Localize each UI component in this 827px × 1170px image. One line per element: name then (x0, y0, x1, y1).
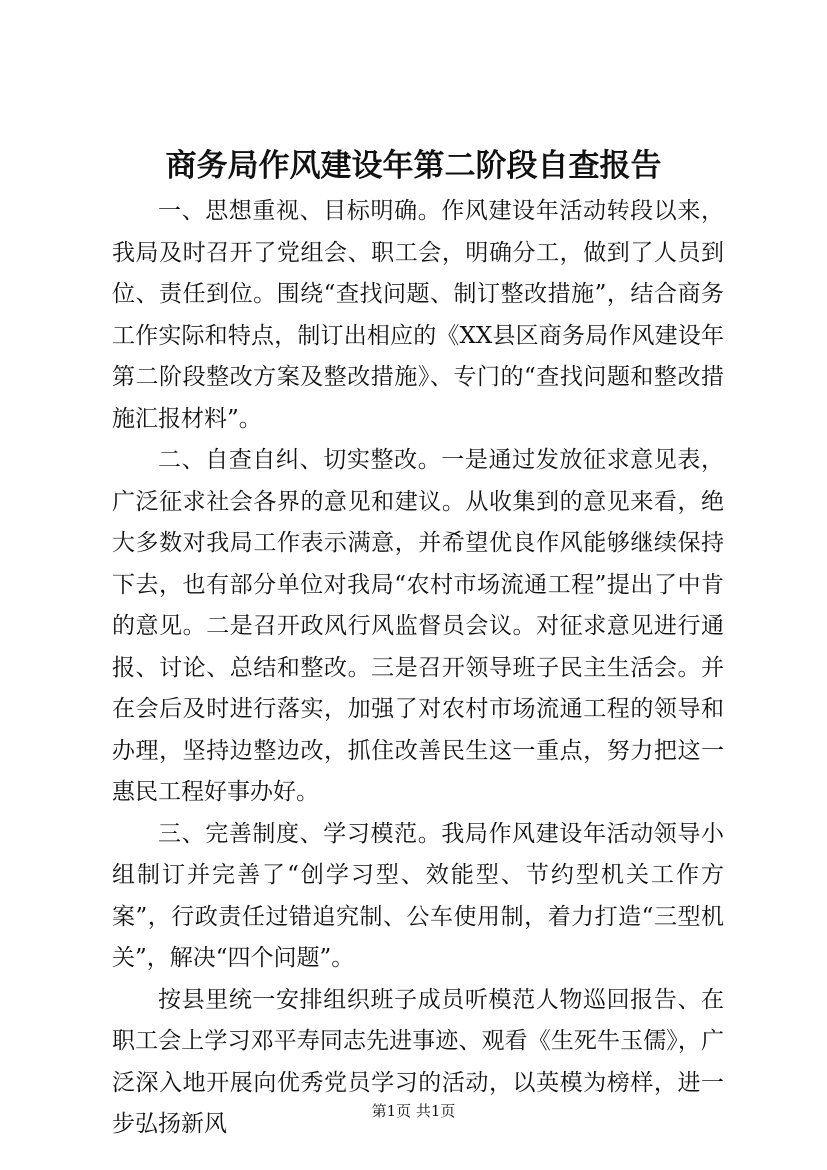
paragraph-2: 二、自查自纠、切实整改。一是通过发放征求意见表，广泛征求社会各界的意见和建议。从收集到的意见来看，绝大多数对我局工作表示满意，并希望优良作风能够继续保持下去，也有部分单位对我局“农村市场流通工程”提出了中肯的意见。二是召开政风行风监督员会议。对征求意见进行通报、讨论、总结和整改。三是召开领导班子民主生活会。并在会后及时进行落实，加强了对农村市场流通工程的领导和办理，坚持边整边改，抓住改善民生这一重点，努力把这一惠民工程好事办好。 (112, 447, 724, 805)
page-footer: 第1页 共1页 (371, 1102, 456, 1120)
paragraph-3: 三、完善制度、学习模范。我局作风建设年活动领导小组制订并完善了“创学习型、效能型、节约型机关工作方案”，行政责任过错追究制、公车使用制，着力打造“三型机关”，解决“四个问题”。 (112, 820, 724, 971)
document-title: 商务局作风建设年第二阶段自查报告 (165, 148, 662, 184)
paragraph-1: 一、思想重视、目标明确。作风建设年活动转段以来，我局及时召开了党组会、职工会，明确分工，做到了人员到位、责任到位。围绕“查找问题、制订整改措施”，结合商务工作实际和特点，制订出相应的《XX县区商务局作风建设年第二阶段整改方案及整改措施》、专门的“查找问题和整改措施汇报材料”。 (112, 198, 724, 432)
paragraph-4: 按县里统一安排组织班子成员听模范人物巡回报告、在职工会上学习邓平寿同志先进事迹、观看《生死牛玉儒》，广泛深入地开展向优秀党员学习的活动，以英模为榜样，进一步弘扬新风 (112, 986, 724, 1137)
document-body (112, 191, 724, 1146)
